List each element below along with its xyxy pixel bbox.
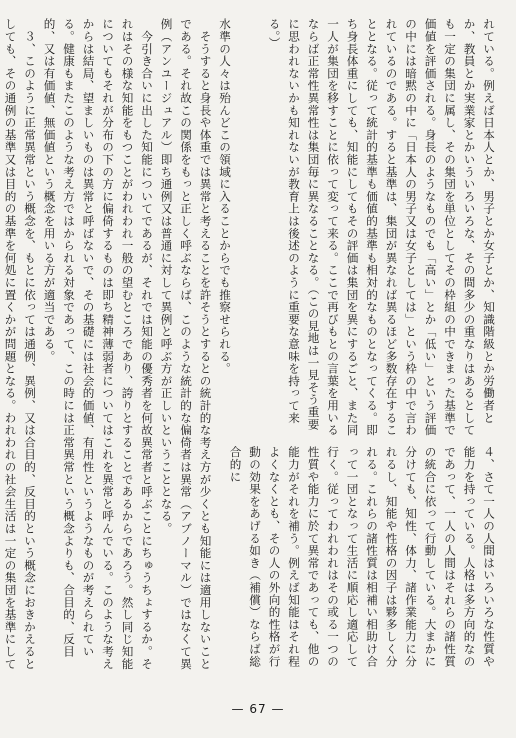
left-column-text: 水準の人々は殆んどこの領域に入ることからでも推察せられる。 そうすると身長や体重では異常と考えることを許そうとするとの統計的な考え方が少くとも知能には適用しないことである。それ故この関係をもっと正しく呼ぶならば、このような統計的な偏倚者は異常（アブノーマル）ではなくて異例（アンユージュアル）即ち通例又は普通に対して異例と呼ぶ方が正しいということとなる。 今引き合いに出した知能についてであるが、それでは知能の優秀者を何故異常者と呼ぶことにちゅうちょするか。それはその様な知能をもつことがわれわれ一般の望むところであり、誇りとすることであるからであろう。然し同じ知能についてもそれが分布の下の方に偏倚するものは即ち精神薄弱者についてはこれを異常と呼んでいる。このような考えからは結局、望ましいものは異常と呼ばないで、その基礎には社会的価値、有用性というようなものが考えられている。健康もまたこのような考え方ではかられる対象であって、この時には正常異常という概念よりも、合目的、反目的、又は有価値、無価値という概念を用いる方が適当である。 ３、このように正常異常という概念を、もとに依っては通例、異例、又は合目的、反目的という概念におきかえるとしても、その通例の基準又は目的の基準を何処に置くかが問題となる。われわれの社会生活は一定の集団を基準にして — [3, 18, 232, 670]
page-number: — 67 — — [231, 702, 285, 716]
right-column-bottom-text: ４、さて一人の人間はいろいろな性質や能力を持っている。人格は多方向的なのであって、一人の人間はそれらの諸性質の統合に依って行動している。大まかに分けても、知性、体力、諸作業能力に分れるし、知能や性格の因子は夥多しく分れる。これらの諸性質は相補い相助け合って一団となって生活に順応し適応して行く。従ってわれわれはその或る一つの性質や能力に於て異常であっても、他の能力がそれを補う。例えば知能はそれ程よくなくとも、その人の外向的性格が行動の効果をあげる如き（補償）ならば総合的に — [228, 446, 496, 668]
right-column-top-text: れている。例えば日本人とか、男子とか女子とか、知識階級とか労働者とか、教員とか実業家とかいういろいろな、その間多少の重なりはあるとしても一定の集団に属し、その集団を単位としてその枠組の中できまった基準で価値を評価される。身長のようなものでも「高い」とか「低い」という評価の中には暗黙の中に「日本人の男子又は女子としては」という枠の中で言われているのである。すると基準は、集団が異なれば異るほど多数存在することとなる。従って統計的基準も価値的基準も相対的なものとなってくる。即ち身長体重にしても、知能にしてもその評価は集団を異にするごと、また同一人が集団を移すことに依って変って来る。ここで再びもとの言葉を用いるならば正常性異常性は集団毎に異なることなる。（この見地は一見そう重要に思われないかも知れないが教育上は後述のように重要な意味を持って来る。） — [267, 18, 496, 437]
